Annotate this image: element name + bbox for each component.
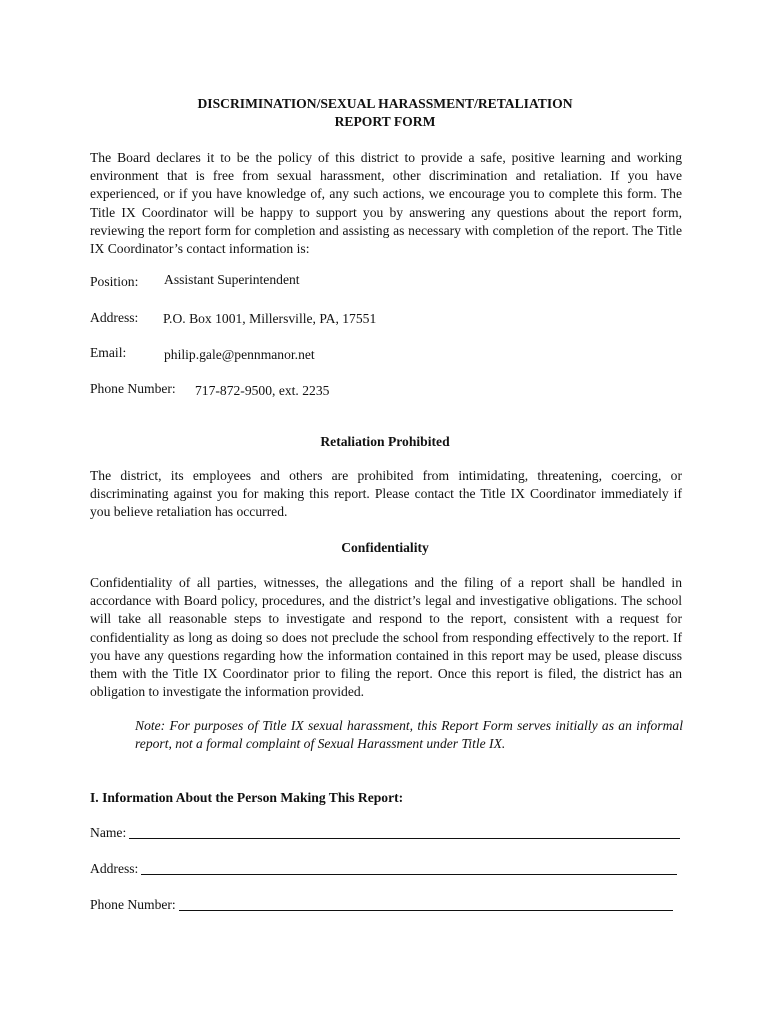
- name-field-row: [90, 822, 680, 842]
- retaliation-heading: Retaliation Prohibited: [320, 434, 450, 449]
- phone-field[interactable]: [179, 896, 673, 911]
- name-field[interactable]: [129, 824, 680, 839]
- confidentiality-heading: Confidentiality: [341, 540, 429, 555]
- address-field-row: [90, 858, 677, 878]
- name-field-label: Name:: [90, 824, 127, 840]
- intro-paragraph: The Board declares it to be the policy of this district to provide a safe, positive learning and working environment that is free from sexual harassment, other discrimination and retaliation. If you have experienced, or if you have knowledge of, any such actions, we encourage you to complete this form. The Title IX Coordinator will be happy to support you by answering any questions about the report form, reviewing the report form for completion and assisting as necessary with completion of the report. The Title IX Coordinator’s contact information is:: [90, 150, 682, 257]
- position-value: Assistant Superintendent: [164, 272, 300, 287]
- form-title-line-2: REPORT FORM: [334, 114, 436, 129]
- phone-value: 717-872-9500, ext. 2235: [195, 383, 330, 398]
- position-label: Position:: [90, 274, 139, 289]
- form-title-line-1: DISCRIMINATION/SEXUAL HARASSMENT/RETALIATION: [197, 96, 573, 111]
- section-1-heading: I. Information About the Person Making This Report:: [90, 790, 404, 805]
- note-paragraph: Note: For purposes of Title IX sexual harassment, this Report Form serves initially as an informal report, not a formal complaint of Sexual Harassment under Title IX.: [135, 718, 683, 752]
- email-label: Email:: [90, 345, 127, 360]
- confidentiality-paragraph: Confidentiality of all parties, witnesses, the allegations and the filing of a report shall be handled in accordance with Board policy, procedures, and the district’s legal and investigative obligations. The school will take all reasonable steps to investigate and respond to the report, consistent with a request for confidentiality as long as doing so does not preclude the school from responding effectively to the report. If you have any questions regarding how the information contained in this report may be used, please discuss them with the Title IX Coordinator prior to filing the report. Once this report is filed, the district has an obligation to investigate the information provided.: [90, 575, 682, 700]
- address-field-label: Address:: [90, 860, 139, 876]
- phone-field-row: [90, 894, 673, 914]
- address-value: P.O. Box 1001, Millersville, PA, 17551: [163, 311, 377, 326]
- phone-field-label: Phone Number:: [90, 896, 176, 912]
- email-value: philip.gale@pennmanor.net: [164, 347, 315, 362]
- address-field[interactable]: [141, 860, 677, 875]
- phone-label: Phone Number:: [90, 381, 176, 396]
- address-label: Address:: [90, 310, 139, 325]
- retaliation-paragraph: The district, its employees and others are prohibited from intimidating, threatening, coercing, or discriminating against you for making this report. Please contact the Title IX Coordinator immediately if you believe retaliation has occurred.: [90, 468, 682, 520]
